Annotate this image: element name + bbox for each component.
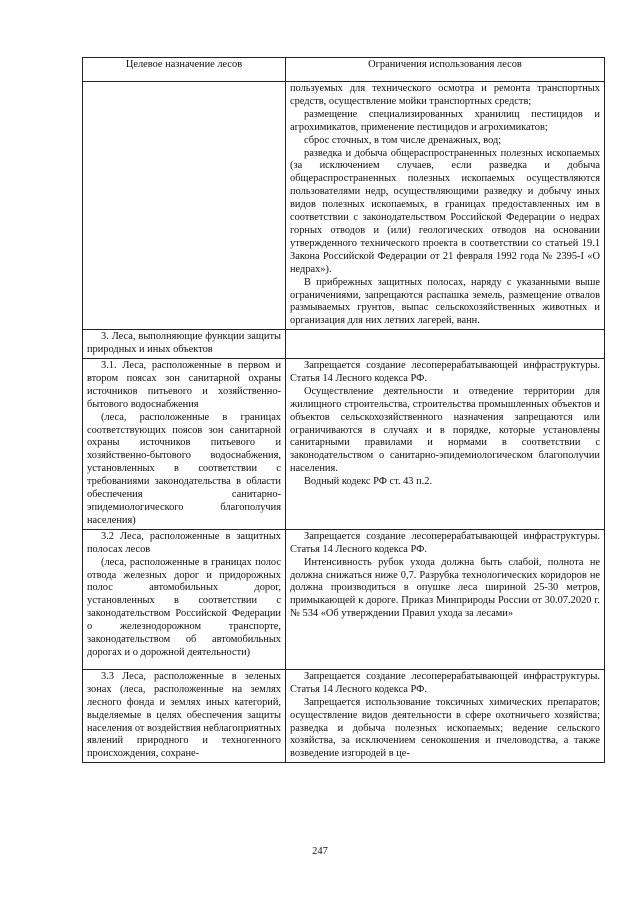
table-row <box>83 330 605 359</box>
cell-purpose <box>83 529 286 669</box>
restriction-paragraph: пользуемых для технического осмотра и ремонта транспортных средств, осуществление мойки транспортных средств; <box>290 83 600 107</box>
cell-restrictions <box>286 359 605 530</box>
table-header-row <box>83 58 605 82</box>
restriction-paragraph: разведка и добыча общераспространенных полезных ископаемых (за исключением случаев, если разведка и добыча общераспространенных полезных ископаемых осуществляются пользователями недр, осуществляющими разведку и добычу иных видов полезных ископаемых, в границах предоставленных им в соответствии с законодательством Российской Федерации о недрах горных отводов и (или) геологических отводов на основании утвержденного технического проекта в соответствии со статьей 19.1 Закона Российской Федерации от 21 февраля 1992 года № 2395-I «О недрах»). <box>290 147 600 275</box>
header-usage-restrictions: Ограничения использования лесов <box>286 58 605 82</box>
purpose-paragraph: (леса, расположенные в границах полос отвода железных дорог и придорожных полос автомобильных дорог, установленных в соответствии с законодательством Российской Федерации о железнодорожном транспорте, законодательством об автомобильных дорогах и о дорожной деятельности) <box>87 556 281 658</box>
table-row <box>83 669 605 762</box>
section-heading: 3. Леса, выполняющие функции защиты природных и иных объектов <box>87 331 281 356</box>
cell-purpose <box>83 669 286 762</box>
restriction-paragraph: сброс сточных, в том числе дренажных, вод; <box>304 134 502 146</box>
cell-purpose <box>83 82 286 330</box>
forest-use-restrictions-table <box>82 57 605 763</box>
cell-restrictions <box>286 330 605 359</box>
cell-restrictions <box>286 529 605 669</box>
restriction-paragraph: Запрещается создание лесоперерабатывающей инфраструктуры. Статья 14 Лесного кодекса РФ. <box>290 530 600 555</box>
purpose-paragraph: (леса, расположенные в границах соответствующих поясов зон санитарной охраны источников питьевого и хозяйственно-бытового водоснабжения, установленных в соответствии с требованиями законодательства в области обеспечения санитарно-эпидемиологического благополучия населения) <box>87 411 281 526</box>
restriction-paragraph: В прибрежных защитных полосах, наряду с указанными выше ограничениями, запрещаются распашка земель, размещение отвалов размываемых грунтов, выпас сельскохозяйственных животных и организация для них летних лагерей, ванн. <box>290 276 600 327</box>
header-forest-purpose: Целевое назначение лесов <box>83 58 286 82</box>
cell-restrictions <box>286 82 605 330</box>
cell-purpose <box>83 330 286 359</box>
purpose-paragraph: 3.3 Леса, расположенные в зеленых зонах (леса, расположенные на землях лесного фонда и землях иных категорий, выделяемые в целях обеспечения защиты населения от воздействия неблагоприятных явлений природного и техногенного происхождения, сохране- <box>87 670 281 760</box>
restriction-paragraph: размещение специализированных хранилищ пестицидов и агрохимикатов, применение пестицидов и агрохимикатов; <box>290 108 600 133</box>
purpose-paragraph: 3.1. Леса, расположенные в первом и втором поясах зон санитарной охраны источников питьевого и хозяйственно-бытового водоснабжения <box>87 360 281 410</box>
restriction-paragraph: Запрещается создание лесоперерабатывающей инфраструктуры. Статья 14 Лесного кодекса РФ. <box>290 360 600 384</box>
restriction-paragraph: Запрещается создание лесоперерабатывающей инфраструктуры. Статья 14 Лесного кодекса РФ. <box>290 670 600 695</box>
table-row <box>83 529 605 669</box>
purpose-paragraph: 3.2 Леса, расположенные в защитных полосах лесов <box>87 530 281 555</box>
cell-purpose <box>83 359 286 530</box>
restriction-paragraph: Водный кодекс РФ ст. 43 п.2. <box>304 476 433 488</box>
restriction-paragraph: Интенсивность рубок ухода должна быть слабой, полнота не должна снижаться ниже 0,7. Разрубка технологических коридоров не должна производиться в опушке леса шириной 25-30 метров, примыкающей к дороге. Приказ Минприроды России от 30.07.2020 г. № 534 «Об утверждении Правил ухода за лесами» <box>290 556 600 620</box>
spacer <box>87 660 281 668</box>
cell-restrictions <box>286 669 605 762</box>
restriction-paragraph: Запрещается использование токсичных химических препаратов; осуществление видов деятельности в сфере охотничьего хозяйства; разведка и добыча полезных ископаемых; ведение сельского хозяйства, за исключением сенокошения и пчеловодства, а также возведение изгородей в це- <box>290 696 600 760</box>
table-row <box>83 359 605 530</box>
table-row <box>83 82 605 330</box>
page-number: 247 <box>312 846 328 857</box>
restriction-paragraph: Осуществление деятельности и отведение территории для жилищного строительства, строительства промышленных объектов и объектов сельскохозяйственного назначения запрещаются или ограничиваются в случаях и в порядке, которые установлены санитарными правилами и нормами в соответствии с законодательством о санитарно-эпидемиологическом благополучии населения. <box>290 385 600 475</box>
